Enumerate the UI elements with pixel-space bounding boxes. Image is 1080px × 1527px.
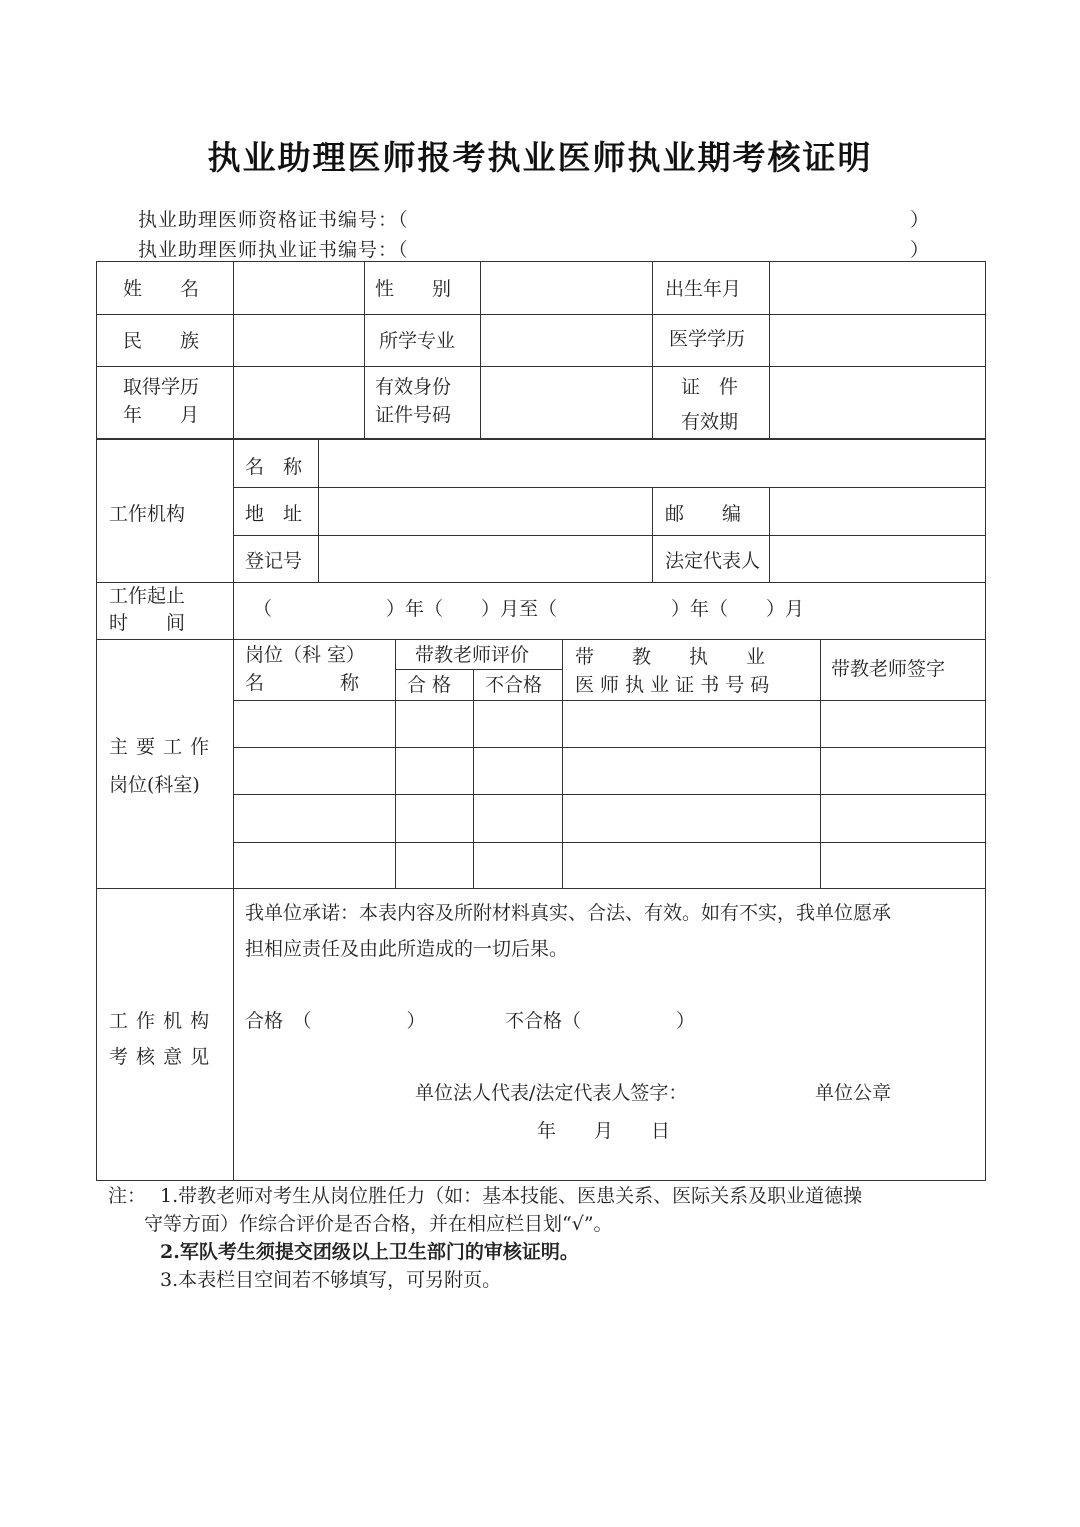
- col-pass: 合 格: [407, 674, 452, 696]
- col-cert-1: 带 教 执 业: [575, 646, 766, 668]
- assessment-fail: 不合格（ ）: [505, 1010, 696, 1032]
- document-title: 执业助理医师报考执业医师执业期考核证明: [207, 138, 873, 177]
- posts-label-2: 岗位(科室): [109, 774, 200, 796]
- col-post-2: 名 称: [245, 672, 360, 694]
- note-1-line-2: 守等方面）作综合评价是否合格，并在相应栏目划“√”。: [144, 1213, 613, 1235]
- form-table: [96, 261, 986, 1181]
- validity-label-1: 证 件: [681, 376, 739, 398]
- validity-label-2: 有效期: [681, 411, 739, 433]
- org-legal-rep-label: 法定代表人: [665, 550, 761, 572]
- edu-date-label-1: 取得学历: [123, 376, 200, 398]
- practice-cert-line: [138, 235, 931, 261]
- signature-label: 单位法人代表/法定代表人签字：: [415, 1082, 688, 1104]
- period-text: （ ）年（ ）月至（ ）年（ ）月: [253, 598, 805, 620]
- col-sign: 带教老师签字: [831, 658, 946, 680]
- note-1-line-1: 1.带教老师对考生从岗位胜任力（如：基本技能、医患关系、医际关系及职业道德操: [160, 1185, 863, 1207]
- assessment-pass: 合格 （ ）: [245, 1010, 426, 1032]
- practice-cert-close: ）: [910, 239, 931, 261]
- period-label-1: 工作起止: [109, 585, 186, 607]
- id-label-1: 有效身份: [375, 376, 452, 398]
- org-reg-label: 登记号: [245, 550, 303, 572]
- qualification-cert-label: 执业助理医师资格证书编号：（: [138, 209, 409, 231]
- note-3: 3.本表栏目空间若不够填写，可另附页。: [160, 1269, 502, 1291]
- qualification-cert-close: ）: [910, 209, 931, 231]
- education-label: 医学学历: [669, 328, 746, 350]
- qualification-cert-line: [138, 205, 931, 231]
- note-2: 2.军队考生须提交团级以上卫生部门的审核证明。: [160, 1241, 579, 1263]
- org-name-label: 名 称: [245, 456, 303, 478]
- org-label: 工作机构: [109, 503, 186, 525]
- posts-label-1: 主 要 工 作: [109, 736, 211, 758]
- pledge-line-1: 我单位承诺：本表内容及所附材料真实、合法、有效。如有不实，我单位愿承: [245, 902, 892, 924]
- edu-date-label-2: 年 月: [123, 404, 200, 426]
- name-label: 姓 名: [123, 278, 200, 300]
- assessment-label-1: 工 作 机 构: [109, 1010, 211, 1032]
- period-label-2: 时 间: [109, 612, 186, 634]
- gender-label: 性 别: [375, 278, 452, 300]
- birth-label: 出生年月: [665, 278, 742, 300]
- ethnicity-label: 民 族: [123, 330, 200, 352]
- col-post-1: 岗位（科 室）: [245, 644, 366, 666]
- major-label: 所学专业: [379, 330, 456, 352]
- seal-label: 单位公章: [815, 1082, 892, 1104]
- pledge-line-2: 担相应责任及由此所造成的一切后果。: [245, 938, 569, 960]
- org-postcode-label: 邮 编: [665, 503, 742, 525]
- org-address-label: 地 址: [245, 503, 303, 525]
- assessment-label-2: 考 核 意 见: [109, 1046, 211, 1068]
- col-fail: 不合格: [485, 674, 543, 696]
- notes-prefix: 注：: [108, 1185, 147, 1207]
- practice-cert-label: 执业助理医师执业证书编号：（: [138, 239, 409, 261]
- id-label-2: 证件号码: [375, 404, 452, 426]
- col-eval: 带教老师评价: [415, 644, 530, 666]
- assessment-date: 年 月 日: [537, 1120, 671, 1142]
- col-cert-2: 医 师 执 业 证 书 号 码: [575, 674, 770, 696]
